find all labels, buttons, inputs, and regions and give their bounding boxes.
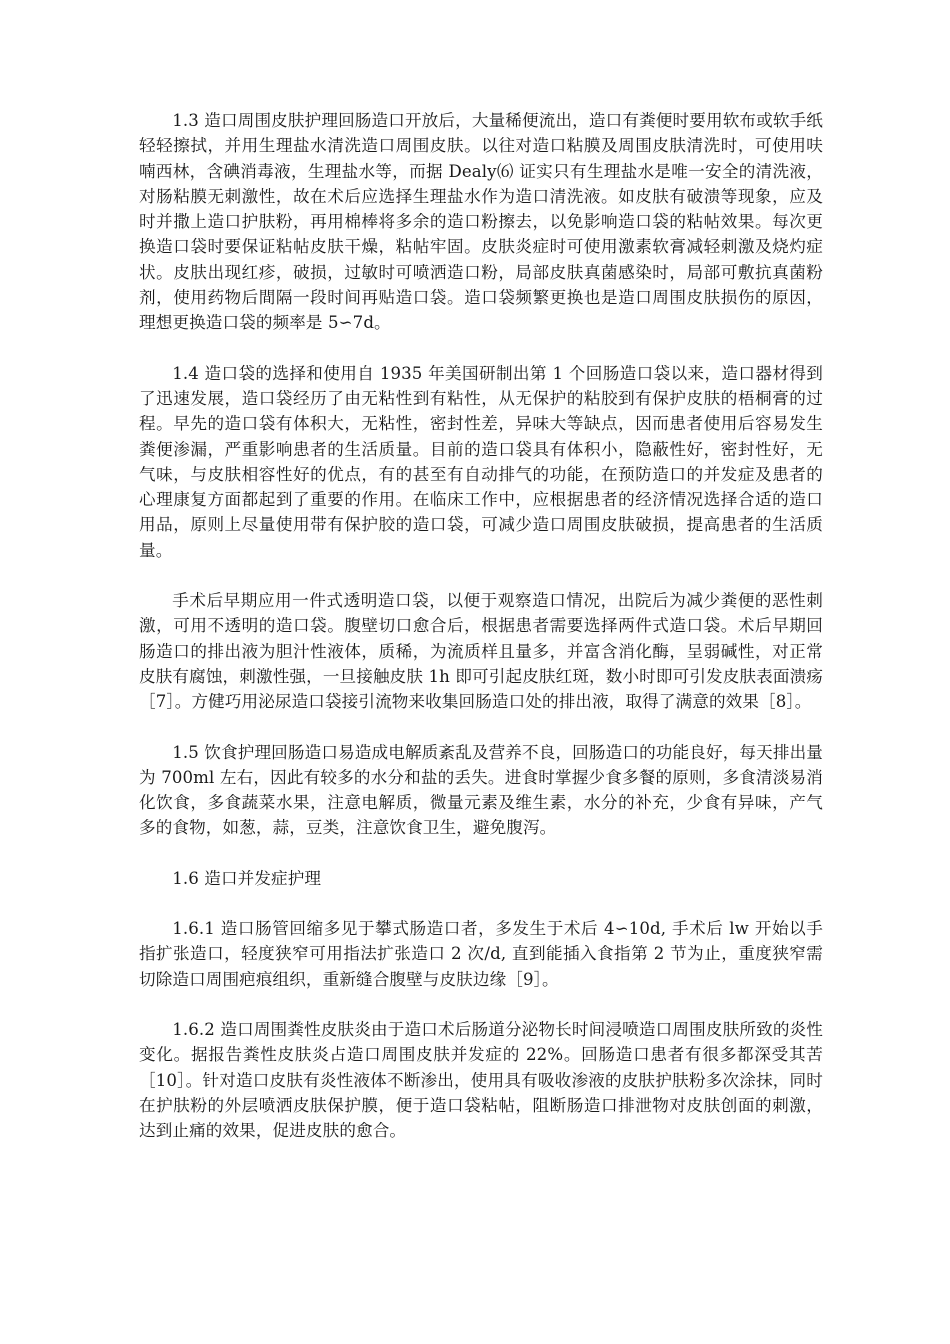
paragraph-1-3-skin-care: 1.3 造口周围皮肤护理回肠造口开放后，大量稀便流出，造口有粪便时要用软布或软手纸轻轻擦拭，并用生理盐水清洗造口周围皮肤。以往对造口粘膜及周围皮肤清洗时，可使用呋喃西林，含碘消毒液，生理盐水等，而据 Dealy⑹ 证实只有生理盐水是唯一安全的清洗液，对肠粘膜无刺激性，故在术后应选择生理盐水作为造口清洗液。如皮肤有破溃等现象，应及时并撒上造口护肤粉，再用棉棒将多余的造口粉擦去，以免影响造口袋的粘帖效果。每次更换造口袋时要保证粘帖皮肤干燥，粘帖牢固。皮肤炎症时可使用激素软膏减轻刺激及烧灼症状。皮肤出现红疹，破损，过敏时可喷洒造口粉，局部皮肤真菌感染时，局部可敷抗真菌粉剂，使用药物后間隔一段时间再贴造口袋。造口袋频繁更换也是造口周围皮肤损伤的原因，理想更换造口袋的频率是 5∽7d。 — [139, 111, 823, 333]
paragraph-postop-pouch-use: 手术后早期应用一件式透明造口袋，以便于观察造口情况，出院后为减少粪便的恶性刺激，可用不透明的造口袋。腹壁切口愈合后，根据患者需要选择两件式造口袋。术后早期回肠造口的排出液为胆汁性液体，质稀，为流质样且量多，并富含消化酶，呈弱碱性，对正常皮肤有腐蚀，刺激性强，一旦接触皮肤 1h 即可引起皮肤红斑，数小时即可引发皮肤表面溃疡［7］。方健巧用泌尿造口袋接引流物来收集回肠造口处的排出液，取得了满意的效果［8］。 — [139, 591, 823, 712]
paragraph-1-4-pouch-selection: 1.4 造口袋的选择和使用自 1935 年美国研制出第 1 个回肠造口袋以来，造口器材得到了迅速发展，造口袋经历了由无粘性到有粘性，从无保护的粘胶到有保护皮肤的梧桐膏的过程。早先的造口袋有体积大，无粘性，密封性差，异味大等缺点，因而患者使用后容易发生粪便渗漏，严重影响患者的生活质量。目前的造口袋具有体积小，隐蔽性好，密封性好，无气味，与皮肤相容性好的优点，有的甚至有自动排气的功能，在预防造口的并发症及患者的心理康复方面都起到了重要的作用。在临床工作中，应根据患者的经济情况选择合适的造口用品，原则上尽量使用带有保护胶的造口袋，可减少造口周围皮肤破损，提高患者的生活质量。 — [139, 363, 823, 560]
paragraph-1-6-1-retraction: 1.6.1 造口肠管回缩多见于攀式肠造口者，多发生于术后 4∽10d, 手术后 lw 开始以手指扩张造口，轻度狭窄可用指法扩张造口 2 次/d, 直到能插入食指第 2 节为止，重度狭窄需切除造口周围疤痕组织，重新缝合腹壁与皮肤边缘［9］。 — [139, 919, 823, 989]
section-heading-1-6: 1.6 造口并发症护理 — [172, 868, 322, 888]
document-body — [139, 108, 823, 1168]
paragraph-1-5-diet-care: 1.5 饮食护理回肠造口易造成电解质紊乱及营养不良，回肠造口的功能良好，每天排出量为 700ml 左右，因此有较多的水分和盐的丢失。进食时掌握少食多餐的原则，多食清淡易消化饮食，多食蔬菜水果，注意电解质，微量元素及维生素，水分的补充，少食有异味，产气多的食物，如葱，蒜，豆类，注意饮食卫生，避免腹泻。 — [139, 742, 823, 838]
paragraph-1-6-2-dermatitis: 1.6.2 造口周围粪性皮肤炎由于造口术后肠道分泌物长时间浸喷造口周围皮肤所致的炎性变化。据报告粪性皮肤炎占造口周围皮肤并发症的 22%。回肠造口患者有很多都深受其苦［10］。针对造口皮肤有炎性液体不断渗出，使用具有吸收渗液的皮肤护肤粉多次涂抹，同时在护肤粉的外层喷洒皮肤保护膜，便于造口袋粘帖，阻断肠造口排泄物对皮肤创面的刺激，达到止痛的效果，促进皮肤的愈合。 — [139, 1019, 823, 1141]
